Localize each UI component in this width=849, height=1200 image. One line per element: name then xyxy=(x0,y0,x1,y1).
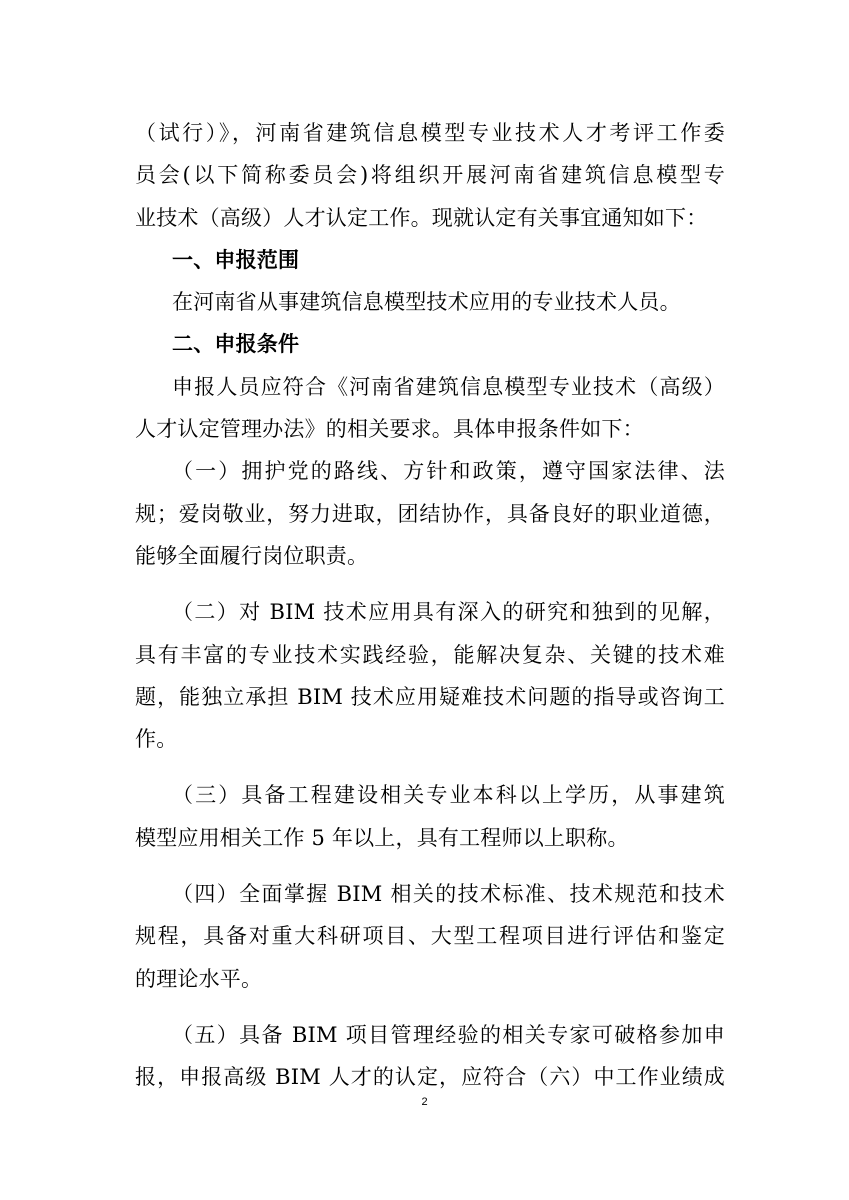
text-line: （四）全面掌握 BIM 相关的技术标准、技术规范和技术 xyxy=(172,882,725,907)
paragraph-gap xyxy=(135,577,725,591)
page-number: 2 xyxy=(421,1096,428,1108)
paragraph-gap xyxy=(135,859,725,873)
text-line: （二）对 BIM 技术应用具有深入的研究和独到的见解， xyxy=(172,600,725,625)
section-heading-scope: 一、申报范围 xyxy=(172,247,300,272)
text-line: （三）具备工程建设相关专业本科以上学历，从事建筑 xyxy=(172,783,725,808)
text-line: 申报人员应符合《河南省建筑信息模型专业技术（高级） xyxy=(172,374,725,399)
text-line: （五）具备 BIM 项目管理经验的相关专家可破格参加申 xyxy=(172,1022,725,1047)
paragraph-gap xyxy=(135,1000,725,1014)
text-line: 作。 xyxy=(135,727,178,752)
text-line: 报，申报高级 BIM 人才的认定，应符合（六）中工作业绩成 xyxy=(135,1065,725,1090)
document-body xyxy=(135,112,725,1099)
text-line: （一）拥护党的路线、方针和政策，遵守国家法律、法 xyxy=(172,459,725,484)
text-line: 规；爱岗敬业，努力进取，团结协作，具备良好的职业道德， xyxy=(135,501,725,526)
text-line: 的理论水平。 xyxy=(135,966,263,991)
text-line: 人才认定管理办法》的相关要求。具体申报条件如下： xyxy=(135,417,644,442)
text-line: 业技术（高级）人才认定工作。现就认定有关事宜通知如下： xyxy=(135,205,708,230)
text-line: 具有丰富的专业技术实践经验，能解决复杂、关键的技术难 xyxy=(135,642,725,667)
text-line: 规程，具备对重大科研项目、大型工程项目进行评估和鉴定 xyxy=(135,924,725,949)
section-heading-conditions: 二、申报条件 xyxy=(172,332,300,357)
text-line: 模型应用相关工作 5 年以上，具有工程师以上职称。 xyxy=(135,825,629,850)
text-line: 在河南省从事建筑信息模型技术应用的专业技术人员。 xyxy=(172,290,681,315)
paragraph-gap xyxy=(135,760,725,774)
text-line: 题，能独立承担 BIM 技术应用疑难技术问题的指导或咨询工 xyxy=(135,684,725,709)
text-line: （试行）》，河南省建筑信息模型专业技术人才考评工作委 xyxy=(135,121,725,145)
text-line: 能够全面履行岗位职责。 xyxy=(135,543,369,568)
text-line: 员会(以下简称委员会)将组织开展河南省建筑信息模型专 xyxy=(135,163,725,188)
